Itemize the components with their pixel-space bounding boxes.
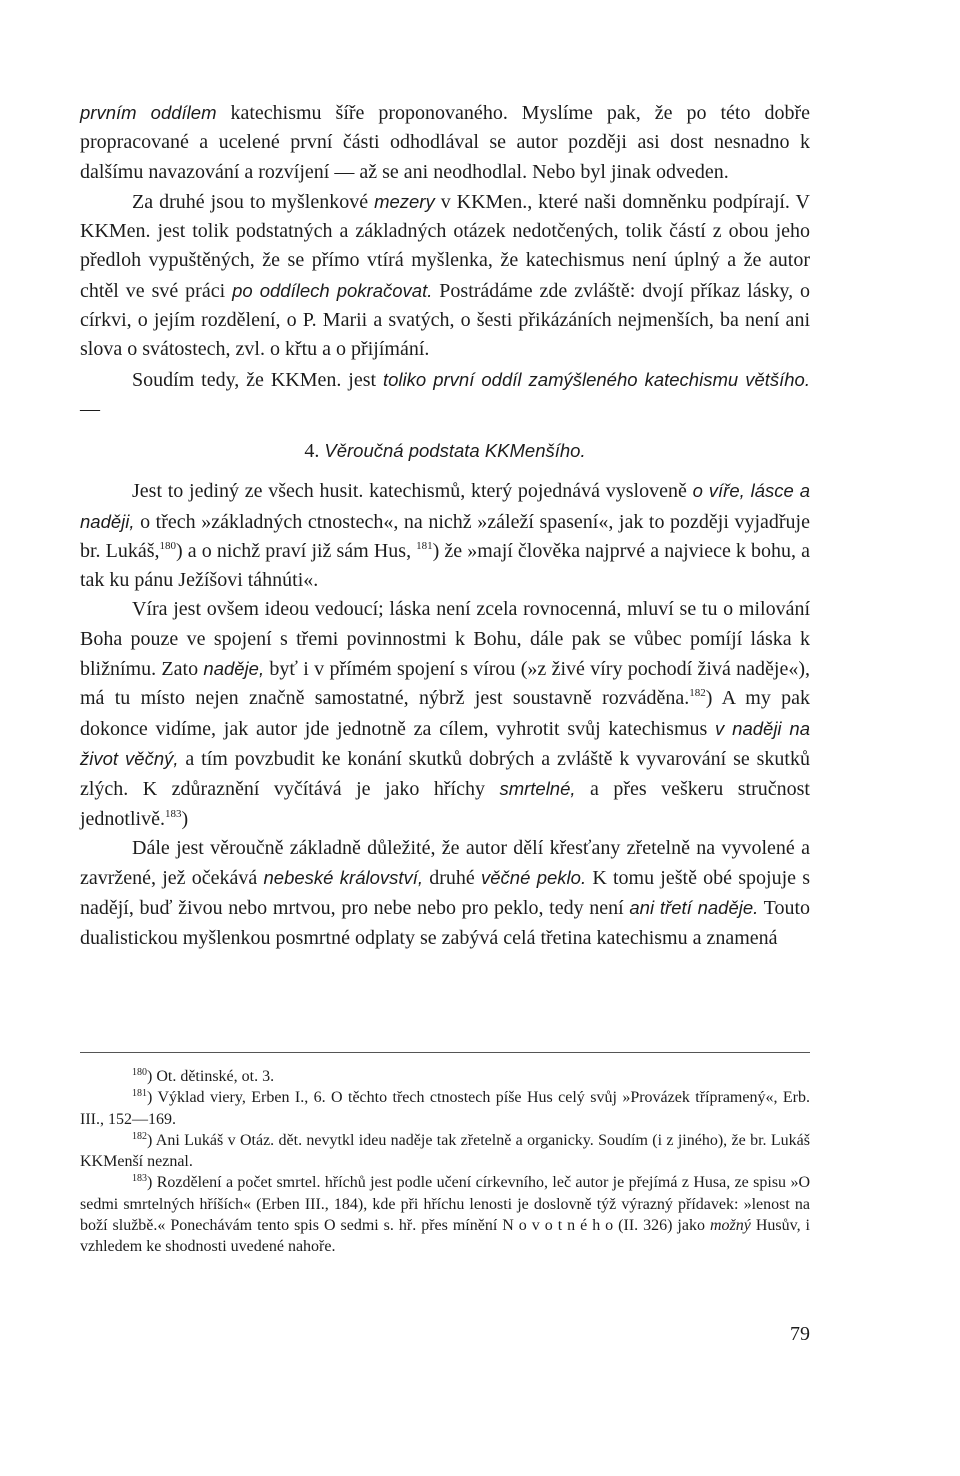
text: Víra jest ovšem ideou vedoucí; láska není zcela rovnocenná, mluví se tu o milování Boha pouze ve spojení s třemi povinnostmi k Bohu, dále pak se vůbec pomíjí láska k bližnímu. Zato [80,598,810,681]
footnote-number: 180 [132,1067,147,1078]
footnote-text: ) Ani Lukáš v Otáz. dět. nevytkl ideu naděje tak zřetelně a organicky. Soudím (i z jiného), že br. Lukáš KKMenší neznal. [80,1131,810,1171]
text: ) A my pak dokonce vidíme, jak autor jde jednotně za cílem, vyhrotit svůj katechismus [80,687,810,740]
text: ) že »mají člověka najprvé a najviece k bohu, a tak ku pánu Ježíšovi táhnúti«. [80,539,810,592]
footnote-number: 181 [132,1088,147,1100]
text: — [80,397,100,420]
main-text [80,98,810,953]
emphasis: o víře, lásce a naději, [80,480,810,532]
text: K tomu ještě obé spojuje s nadějí, buď živou nebo mrtvou, pro nebe nebo pro peklo, tedy není [80,867,810,920]
paragraph-5 [80,595,810,833]
emphasis: věčné peklo. [481,867,587,889]
footnote-text: ) Ot. dětinské, ot. 3. [147,1068,275,1085]
text: byť i v přímém spojení s vírou (»z živé víry pochodí živá naděje«), má tu místo nejen značně samostatné, nýbrž jest soustavně rozváděna. [80,658,810,710]
footnote-ref-181: 181 [416,539,433,552]
paragraph-4 [80,476,810,595]
text: Jest to jediný ze všech husit. katechismů, který pojednává vysloveně [132,480,693,503]
section-title: Věroučná podstata KKMenšího. [324,440,586,462]
text: v KKMen., které naši domněnku podpírají. V KKMen. jest tolik podstatných a základných otázek nedotčených, tolik částí z obou jeho předloh vypuštěných, že se přímo vtírá myšlenka, že katechismus není úplný a že autor chtěl ve své práci [80,190,810,302]
text: a přes veškeru stručnost jednotlivě. [80,778,810,830]
paragraph-3 [80,365,810,425]
text: Soudím tedy, že KKMen. jest [132,368,383,391]
emphasis: v naději na život věčný, [80,717,811,769]
page-number: 79 [790,1323,810,1345]
text: ) [181,807,189,830]
emphasis: nebeské království, [263,867,424,889]
text: Postrádáme zde zvláště: dvojí příkaz lásky, o církvi, o jejím rozdělení, o P. Marii a svatých, o šesti přikázáních nejmenších, ba není ani slova o svátostech, zvl. o křtu a o přijímání. [80,279,811,361]
text: ) a o nichž praví již sám Hus, [176,539,417,562]
footnotes [80,1066,810,1258]
section-number: 4. [304,440,320,463]
footnote-text: ) Výklad viery, Erben I., 6. O těchto třech ctnostech píše Hus celý svůj »Provázek třípramený«, Erb. III., 152—169. [80,1089,810,1128]
text: druhé [423,867,482,890]
text: Za druhé jsou to myšlenkové [132,190,375,213]
footnote-text: ) Rozdělení a počet smrtel. hříchů jest podle učení církevního, leč autor je přejímá z Husa, ze spisu »O sedmi smrtelných hříších« (Erben III., 184), kde při hříchu lenosti je doslovně týž výrazný přídavek: »lenost na boží službě.« Ponechávám tento spis O sedmi s. hř. přes mínění N o v o t n é h o (II. 326) jako [80,1174,810,1235]
footnote-number: 182 [132,1130,147,1142]
footnote-text: Husův, i vzhledem ke shodnosti uvedené nahoře. [80,1217,811,1256]
emphasis: naděje, [203,658,265,680]
footnote-181 [80,1087,810,1130]
text: o třech »základných ctnostech«, na nichž »záleží spasení«, jak to později vyjadřuje br. Lukáš, [80,510,810,562]
footnote-183 [80,1172,810,1257]
footnote-ref-183: 183 [164,807,182,820]
text: Dále jest věroučně základně důležité, že autor dělí křesťany zřetelně na vyvolené a zavržené, jež očekává [80,836,810,890]
emphasis: prvním oddílem [80,102,217,123]
section-heading [80,436,810,466]
footnote-180 [80,1066,810,1087]
text: a tím povzbudit ke konání skutků dobrých a zvláště k vyvarování se skutků zlých. K zdůraznění vyčítává je jako hříchy [80,747,810,801]
paragraph-6 [80,834,810,953]
footnote-number: 183 [132,1173,147,1185]
footnote-divider [80,1052,810,1053]
text: Touto dualistickou myšlenkou posmrtné odplaty se zabývá celá třetina katechismu a znamená [80,897,810,949]
emphasis: mezery [374,190,435,212]
footnote-182 [80,1130,810,1173]
emphasis: ani třetí naděje. [629,897,759,919]
emphasis: toliko první oddíl zamýšleného katechismu většího. [382,368,810,390]
footnote-ref-180: 180 [159,539,177,552]
paragraph-1 [80,98,810,187]
paragraph-2 [80,187,810,365]
text: katechismu šíře proponovaného. Myslíme pak, že po této dobře propracované a ucelené první části odhodlával se autor později asi dost nesnadno k dalšímu navazování a rozvíjení — až se ani neodhodlal. Nebo byl jinak odveden. [80,102,810,183]
footnote-ref-182: 182 [689,687,706,700]
emphasis: smrtelné, [499,778,576,800]
emphasis: po oddílech pokračovat. [232,279,433,301]
emphasis: možný [709,1217,751,1235]
